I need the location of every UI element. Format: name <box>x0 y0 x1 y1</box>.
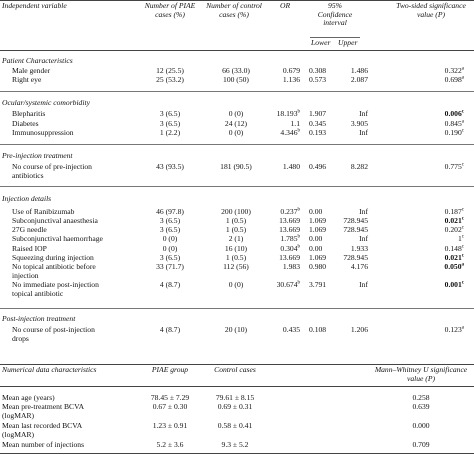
header-or: OR <box>280 1 291 10</box>
ci-upper-cell: 2.087 <box>350 75 368 84</box>
control-cases-cell: 20 (10) <box>224 325 248 334</box>
header-control-cases: Number of control cases (%) <box>206 1 262 19</box>
piae-cases-cell: 4 (8.7) <box>159 280 181 289</box>
p-value: 0.775 <box>444 162 462 171</box>
row-label-line: No course of pre-injection <box>12 162 92 171</box>
p-value: 0.698 <box>444 75 462 84</box>
ci-lower-cell: 0.00 <box>309 207 323 216</box>
or-footnote: b <box>297 128 300 134</box>
p-value: 0.190 <box>444 128 462 137</box>
ci-lower-cell: 3.791 <box>309 280 327 289</box>
p-value: 0.021 <box>444 216 462 225</box>
numeric-header-mwu: Mann–Whitney U significance value (P) <box>374 365 468 383</box>
control-cases-cell: 1 (0.5) <box>225 225 247 234</box>
p-value: 0.123 <box>444 325 462 334</box>
section-rule <box>0 186 474 187</box>
or-footnote: b <box>297 207 300 213</box>
row-label-line: antibiotics <box>12 170 44 180</box>
row-label <box>12 163 92 180</box>
row-label: Blepharitis <box>12 109 46 118</box>
row-label: Right eye <box>12 75 42 84</box>
or-footnote: b <box>297 280 300 286</box>
numeric-row-label-line: Mean last recorded BCVA <box>2 421 83 430</box>
or-value: 1.983 <box>282 262 300 271</box>
ci-lower-cell: 0.308 <box>309 66 327 75</box>
piae-cases-cell: 46 (97.8) <box>156 207 184 216</box>
ci-lower-cell: 0.00 <box>309 234 323 243</box>
numeric-p-value-cell: 0.000 <box>412 421 430 430</box>
or-value: 1.480 <box>282 162 300 171</box>
p-footnote: c <box>461 128 464 134</box>
numeric-p-value-cell: 0.258 <box>412 393 430 402</box>
numeric-piae-cell: 1.23 ± 0.91 <box>152 421 188 430</box>
numeric-piae-cell: 5.2 ± 3.6 <box>156 440 184 449</box>
ci-lower-cell: 0.573 <box>309 75 327 84</box>
ci-upper-cell: 728.945 <box>343 216 368 225</box>
ci-upper-cell: 728.945 <box>343 253 368 262</box>
row-label-line: topical antibiotic <box>12 288 64 298</box>
section-postinjection: Post-injection treatment <box>2 314 76 323</box>
ci-upper-cell: 4.176 <box>350 262 368 271</box>
or-value: 30.674 <box>276 280 298 289</box>
row-label <box>12 263 96 280</box>
section-patient: Patient Characteristics <box>2 56 73 65</box>
piae-cases-cell: 33 (71.7) <box>156 262 184 271</box>
header-piae-cases: Number of PIAE cases (%) <box>144 1 196 19</box>
p-value-cell <box>400 235 464 244</box>
or-footnote: b <box>297 109 300 115</box>
ci-lower-cell: 0.193 <box>309 128 327 137</box>
p-value: 0.050 <box>444 262 462 271</box>
section-preinjection: Pre-injection treatment <box>2 151 73 160</box>
or-footnote: b <box>297 234 300 240</box>
or-value: 0.679 <box>282 66 300 75</box>
header-lower: Lower <box>311 38 331 47</box>
numeric-p-value-cell: 0.639 <box>412 402 430 411</box>
or-value: 1.785 <box>280 234 298 243</box>
piae-cases-cell: 4 (8.7) <box>159 325 181 334</box>
row-label-line: injection <box>12 270 39 280</box>
ci-upper-cell: 3.905 <box>350 119 368 128</box>
or-value: 13.669 <box>279 225 300 234</box>
piae-cases-cell: 12 (25.5) <box>156 66 184 75</box>
ci-lower-cell: 0.496 <box>309 162 327 171</box>
p-footnote: a <box>461 66 464 72</box>
row-label-line: No topical antibiotic before <box>12 262 96 271</box>
ci-lower-cell: 1.907 <box>309 109 327 118</box>
control-cases-cell: 66 (33.0) <box>222 66 250 75</box>
section-ocular: Ocular/systemic comorbidity <box>2 98 90 107</box>
numeric-header-piae: PIAE group <box>151 365 189 374</box>
numeric-control-cell: 9.3 ± 5.2 <box>221 440 249 449</box>
or-value: 0.237 <box>280 207 298 216</box>
ci-upper-cell: Inf <box>359 109 368 118</box>
p-value-cell <box>400 263 464 272</box>
piae-cases-cell: 43 (93.5) <box>156 162 184 171</box>
header-ci: 95% Confidence interval <box>317 1 353 27</box>
numeric-row-label <box>2 403 84 420</box>
control-cases-cell: 0 (0) <box>228 280 244 289</box>
p-footnote: c <box>461 234 464 240</box>
piae-cases-cell: 0 (0) <box>162 234 178 243</box>
row-label: Raised IOP <box>12 244 47 253</box>
row-label <box>12 281 99 298</box>
p-footnote: c <box>461 109 464 115</box>
p-footnote: a <box>461 262 464 268</box>
header-significance: Two-sided significance value (P) <box>396 1 466 19</box>
header-independent-variable: Independent variable <box>2 1 67 10</box>
ci-lower-cell: 0.980 <box>309 262 327 271</box>
numeric-p-value-cell: 0.709 <box>412 440 430 449</box>
numeric-control-cell: 0.58 ± 0.41 <box>217 421 253 430</box>
or-footnote: b <box>297 244 300 250</box>
numeric-piae-cell: 0.67 ± 0.30 <box>152 402 188 411</box>
numeric-row-label-line: (logMAR) <box>2 410 35 420</box>
numeric-row-label-line: (logMAR) <box>2 429 35 439</box>
ci-upper-cell: Inf <box>359 128 368 137</box>
p-value: 1 <box>457 234 462 243</box>
numeric-row-label: Mean number of injections <box>2 440 85 449</box>
or-cell <box>262 110 300 119</box>
row-label-line: drops <box>12 333 29 343</box>
numeric-row-label: Mean age (years) <box>2 393 55 402</box>
p-value-cell <box>400 76 464 85</box>
section-injection: Injection details <box>2 194 52 203</box>
numeric-row-label-line: Mean pre-treatment BCVA <box>2 402 85 411</box>
p-footnote: c <box>461 162 464 168</box>
p-footnote: c <box>461 253 464 259</box>
p-value: 0.148 <box>444 244 462 253</box>
piae-cases-cell: 0 (0) <box>162 244 178 253</box>
or-value: 0.435 <box>282 325 300 334</box>
row-label-line: No immediate post-injection <box>12 280 99 289</box>
p-footnote: a <box>461 119 464 125</box>
ci-lower-cell: 0.00 <box>309 244 323 253</box>
p-value: 0.845 <box>444 119 462 128</box>
p-footnote: a <box>461 325 464 331</box>
numeric-header-control: Control cases <box>214 365 256 374</box>
p-value-cell <box>400 129 464 138</box>
header-bottom-rule <box>0 50 474 51</box>
p-value-cell <box>400 110 464 119</box>
row-label <box>12 326 95 343</box>
or-cell <box>262 263 300 272</box>
piae-cases-cell: 3 (6.5) <box>159 109 181 118</box>
control-cases-cell: 1 (0.5) <box>225 216 247 225</box>
piae-cases-cell: 1 (2.2) <box>159 128 181 137</box>
row-label: 27G needle <box>12 225 47 234</box>
row-label: Diabetes <box>12 119 39 128</box>
p-value-cell <box>400 163 464 172</box>
p-value: 0.187 <box>444 207 462 216</box>
p-value-cell <box>400 326 464 335</box>
or-value: 1.136 <box>282 75 300 84</box>
row-label: Immunosuppression <box>12 128 74 137</box>
ci-upper-cell: 1.486 <box>350 66 368 75</box>
ci-lower-cell: 1.069 <box>309 216 327 225</box>
p-value: 0.322 <box>444 66 462 75</box>
or-cell <box>262 235 300 244</box>
control-cases-cell: 181 (90.5) <box>220 162 252 171</box>
p-value: 0.001 <box>444 280 462 289</box>
p-footnote: a <box>461 75 464 81</box>
or-cell <box>262 281 300 290</box>
p-value: 0.202 <box>444 225 462 234</box>
ci-upper-cell: 1.206 <box>350 325 368 334</box>
p-footnote: c <box>461 216 464 222</box>
piae-cases-cell: 25 (53.2) <box>156 75 184 84</box>
numeric-header-bottom-rule <box>0 386 474 387</box>
or-value: 0.304 <box>280 244 298 253</box>
section-rule <box>0 308 474 309</box>
or-value: 1.1 <box>290 119 300 128</box>
ci-upper-cell: Inf <box>359 234 368 243</box>
or-cell <box>262 163 300 172</box>
piae-cases-cell: 3 (6.5) <box>159 119 181 128</box>
row-label: Subconjunctival haemorrhage <box>12 234 103 243</box>
or-cell <box>262 326 300 335</box>
or-cell <box>262 129 300 138</box>
control-cases-cell: 200 (100) <box>221 207 251 216</box>
piae-cases-cell: 3 (6.5) <box>159 253 181 262</box>
or-value: 13.669 <box>279 216 300 225</box>
or-value: 4.346 <box>280 128 298 137</box>
row-label: Male gender <box>12 66 51 75</box>
ci-lower-cell: 0.108 <box>309 325 327 334</box>
p-value-cell <box>400 281 464 290</box>
numeric-row-label <box>2 422 82 439</box>
ci-upper-cell: 1.933 <box>350 244 368 253</box>
numeric-control-cell: 0.69 ± 0.31 <box>217 402 253 411</box>
ci-upper-cell: 728.945 <box>343 225 368 234</box>
section-numerical: Numerical data characteristics <box>2 365 97 374</box>
piae-cases-cell: 3 (6.5) <box>159 225 181 234</box>
control-cases-cell: 1 (0.5) <box>225 253 247 262</box>
control-cases-cell: 100 (50) <box>223 75 249 84</box>
p-footnote: c <box>461 207 464 213</box>
control-cases-cell: 0 (0) <box>228 128 244 137</box>
numeric-control-cell: 79.61 ± 8.15 <box>215 393 255 402</box>
p-value: 0.021 <box>444 253 462 262</box>
or-cell <box>262 76 300 85</box>
bottom-rule <box>0 453 474 454</box>
ci-upper-cell: Inf <box>359 280 368 289</box>
numeric-piae-cell: 78.45 ± 7.29 <box>150 393 190 402</box>
control-cases-cell: 0 (0) <box>228 109 244 118</box>
p-footnote: c <box>461 244 464 250</box>
control-cases-cell: 2 (1) <box>228 234 244 243</box>
ci-upper-cell: Inf <box>359 207 368 216</box>
header-upper: Upper <box>338 38 358 47</box>
section-rule <box>0 144 474 145</box>
p-value: 0.006 <box>444 109 462 118</box>
control-cases-cell: 16 (10) <box>224 244 248 253</box>
ci-lower-cell: 0.345 <box>309 119 327 128</box>
ci-lower-cell: 1.069 <box>309 225 327 234</box>
or-value: 18.193 <box>276 109 298 118</box>
or-value: 13.669 <box>279 253 300 262</box>
row-label: Squeezing during injection <box>12 253 94 262</box>
p-value-cell <box>400 226 464 235</box>
p-footnote: c <box>461 225 464 231</box>
section-rule <box>0 91 474 92</box>
row-label: Subconjunctival anaesthesia <box>12 216 98 225</box>
p-footnote: c <box>461 280 464 286</box>
row-label-line: No course of post-injection <box>12 325 95 334</box>
piae-cases-cell: 3 (6.5) <box>159 216 181 225</box>
row-label: Use of Ranibizumab <box>12 207 75 216</box>
ci-upper-cell: 8.282 <box>350 162 368 171</box>
control-cases-cell: 24 (12) <box>224 119 248 128</box>
control-cases-cell: 112 (56) <box>223 262 249 271</box>
ci-lower-cell: 1.069 <box>309 253 327 262</box>
